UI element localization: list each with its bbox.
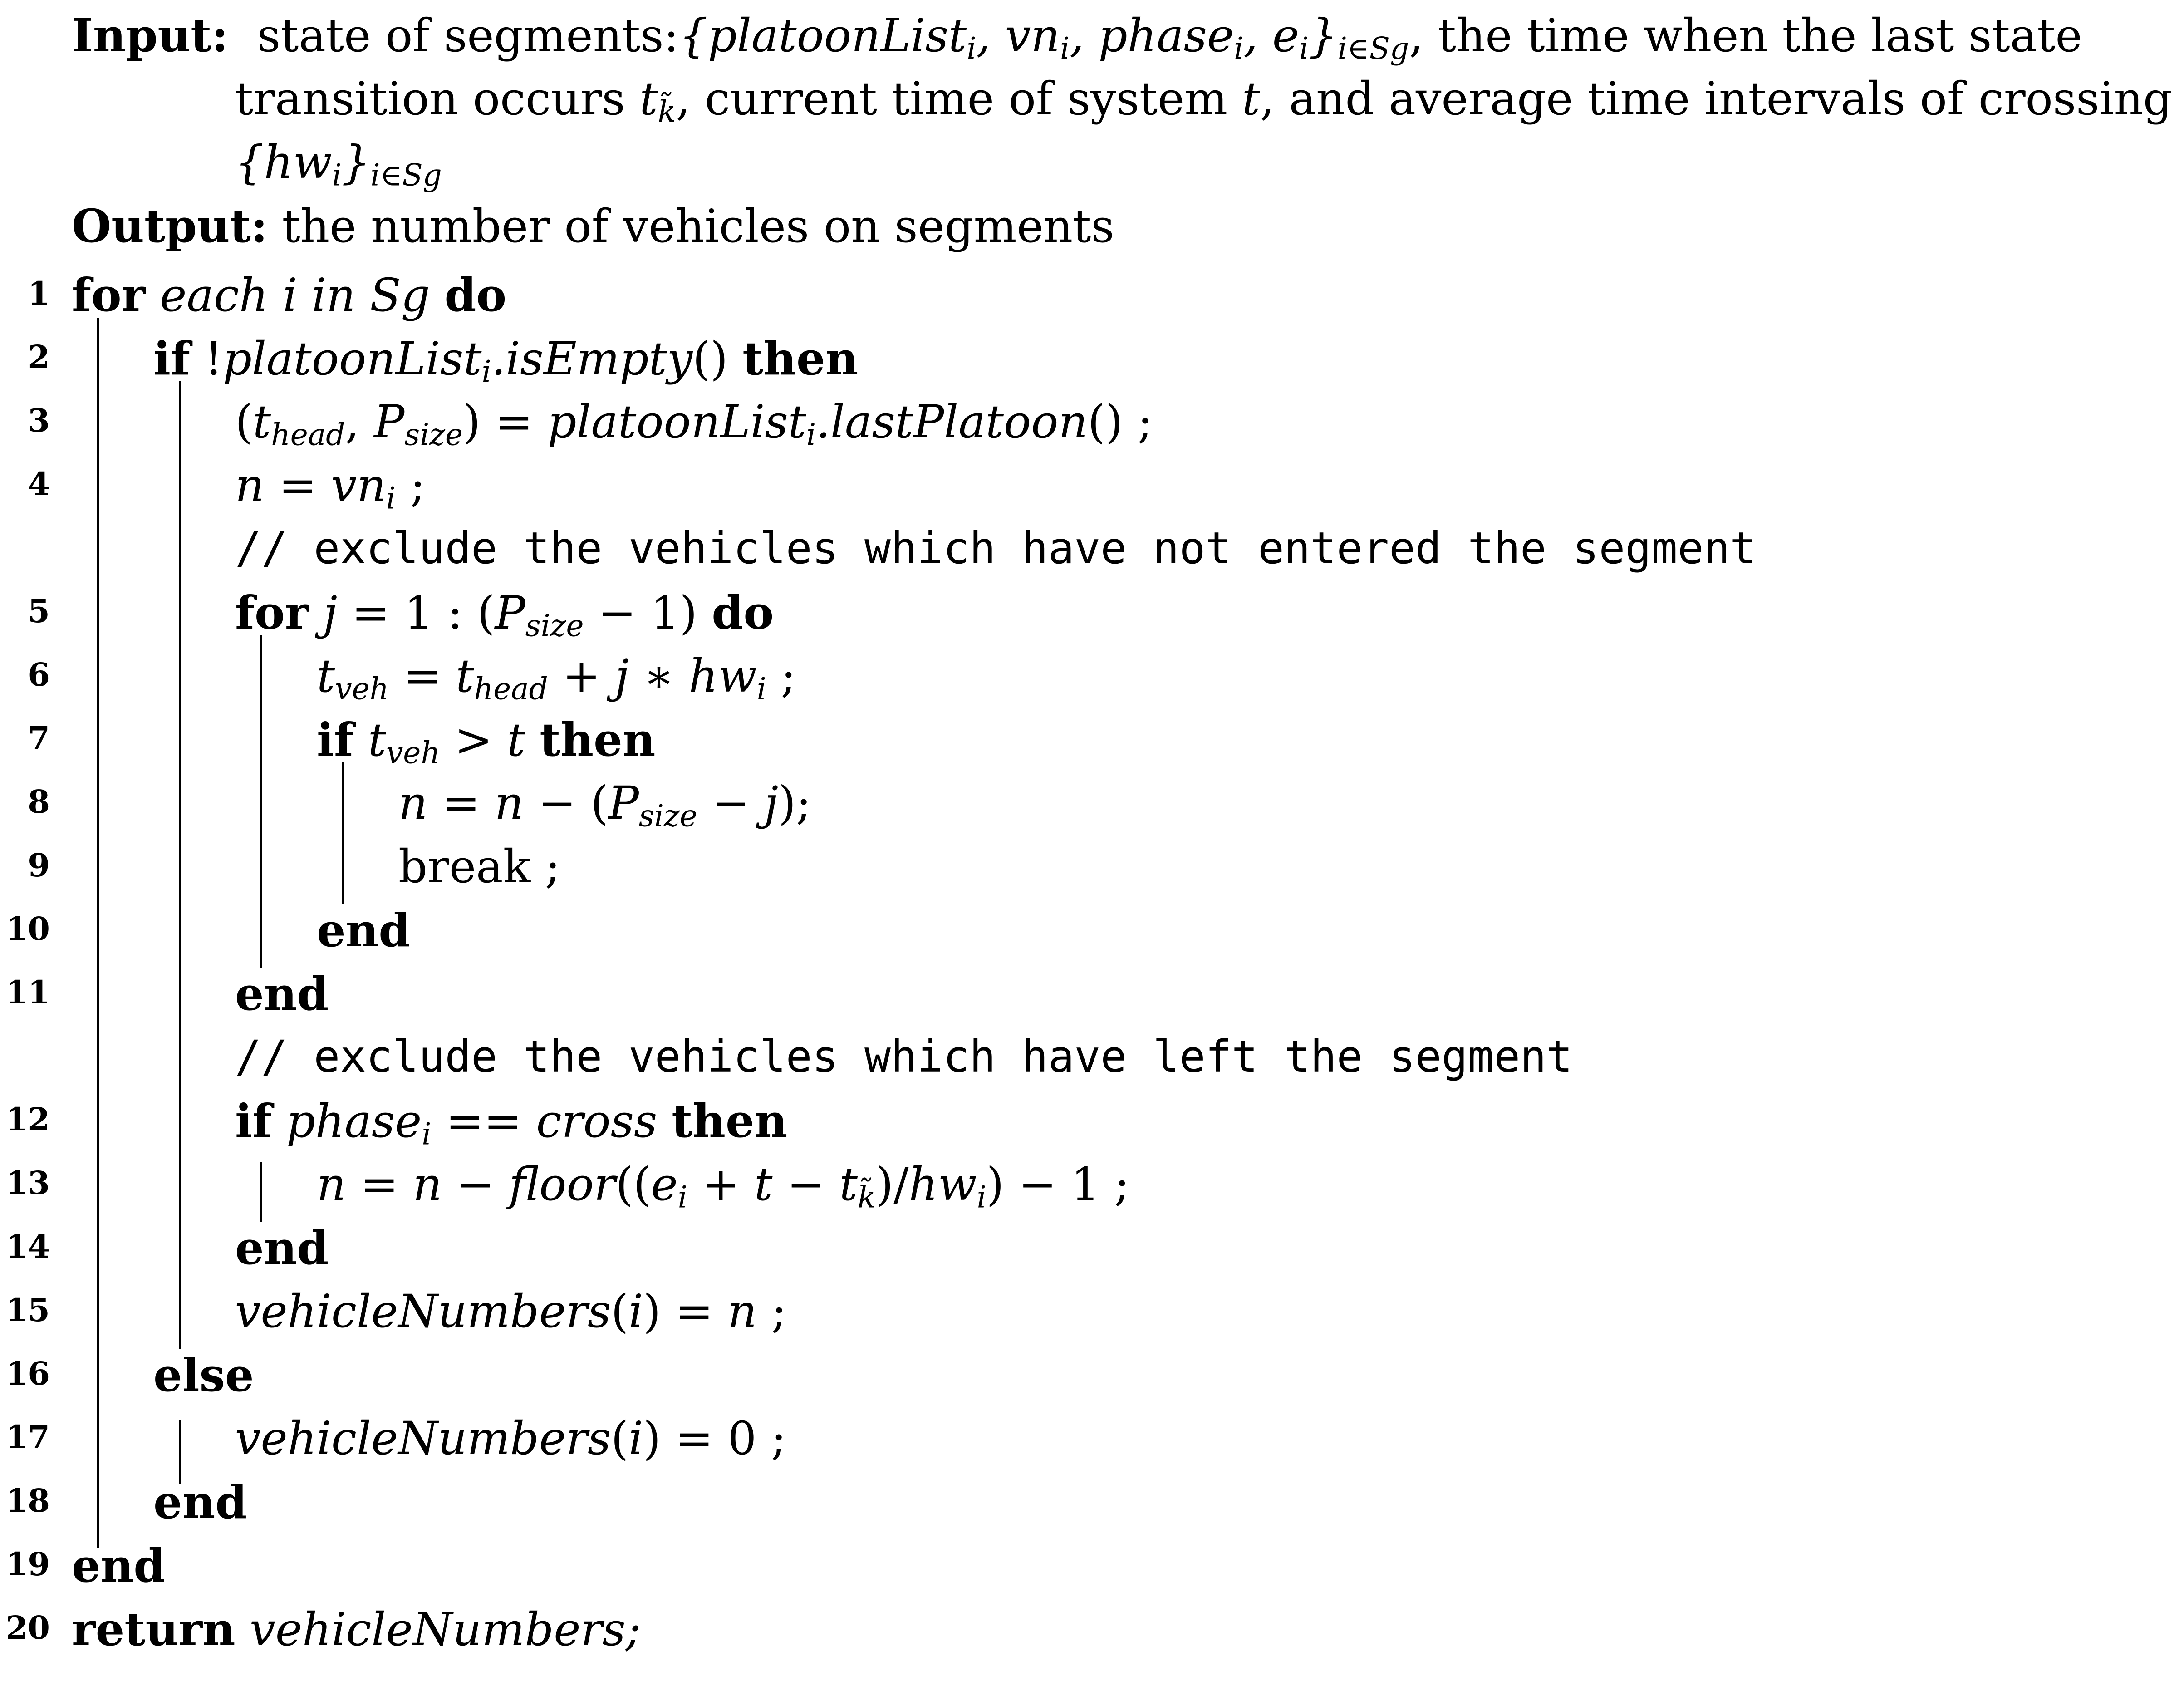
code-line-18: end <box>153 1475 247 1529</box>
input-text: state of segments:{platoonList$_i$, $vn_i$, phase$_i$, $e_i\}_{i\in Sg}$, the time when the last state <box>257 9 2082 66</box>
line-number: 3 <box>28 402 50 439</box>
line-number: 6 <box>28 656 50 693</box>
output-text: the number of vehicles on segments <box>282 200 1114 253</box>
line-number: 9 <box>28 846 50 884</box>
inner-for-block-bar <box>260 635 262 968</box>
output-label: Output: <box>72 199 268 253</box>
line-number: 11 <box>5 973 50 1011</box>
code-line-14: end <box>235 1221 329 1275</box>
for-block-bar <box>97 318 99 1548</box>
code-line-20: return vehicleNumbers; <box>72 1602 641 1656</box>
line-number: 20 <box>5 1609 50 1647</box>
input-line-1 <box>72 9 2082 66</box>
line-number: 16 <box>5 1355 50 1392</box>
output-line <box>72 199 1114 253</box>
line-number: 18 <box>5 1482 50 1519</box>
code-line-3: ($t_{head}$, $P_{size}$) = platoonList$_i$.lastPlatoon() ; <box>235 395 1153 452</box>
code-line-10: end <box>317 904 411 957</box>
code-line-7: if $t_{veh} > t$ then <box>317 713 656 771</box>
code-line-13: $n = n - floor((e_i + t - t_{k̃})/hw_i) - 1$ ; <box>317 1158 1130 1215</box>
line-number: 19 <box>5 1545 50 1583</box>
line-number: 1 <box>28 275 50 312</box>
line-number: 14 <box>5 1228 50 1265</box>
line-number: 15 <box>5 1291 50 1329</box>
code-line-8: $n = n - (P_{size} - j)$; <box>398 777 811 834</box>
comment-line-2: // exclude the vehicles which have left the segment <box>235 1031 1573 1082</box>
line-number: 17 <box>5 1418 50 1456</box>
code-line-12: if phase$_i$ == cross then <box>235 1094 788 1152</box>
line-number: 7 <box>28 719 50 757</box>
line-number: 5 <box>28 592 50 630</box>
line-number: 8 <box>28 783 50 821</box>
line-number: 12 <box>5 1101 50 1138</box>
code-line-4: $n = vn_i$ ; <box>235 459 426 516</box>
input-line-2: transition occurs $t_{k̃}$, current time of system t, and average time intervals of crossing <box>235 72 2172 129</box>
line-number: 4 <box>28 465 50 503</box>
code-line-2: if !platoonList$_i$.isEmpty() then <box>153 332 859 389</box>
inner-if-block-bar <box>342 762 344 904</box>
code-line-5: for j = 1 : $(P_{size} - 1)$ do <box>235 586 774 644</box>
code-line-1: for each i in Sg do <box>72 268 507 322</box>
code-line-16: else <box>153 1348 254 1402</box>
line-number: 10 <box>5 910 50 948</box>
input-line-3: $\{hw_i\}_{i\in Sg}$ <box>235 136 442 193</box>
line-number: 13 <box>5 1164 50 1202</box>
code-line-17: vehicleNumbers(i) = 0 ; <box>235 1412 786 1465</box>
input-label: Input: <box>72 9 229 62</box>
if-block-bar <box>179 381 181 1349</box>
code-line-15: vehicleNumbers(i) = n ; <box>235 1285 787 1338</box>
phase-if-block-bar <box>260 1162 262 1222</box>
code-line-19: end <box>72 1539 166 1593</box>
line-number: 2 <box>28 338 50 376</box>
else-block-bar <box>179 1420 181 1484</box>
code-line-11: end <box>235 967 329 1021</box>
comment-line-1: // exclude the vehicles which have not entered the segment <box>235 523 1757 574</box>
code-line-6: $t_{veh} = t_{head} + j$ ∗ $hw_i$ ; <box>317 649 796 707</box>
code-line-9: break ; <box>398 840 560 893</box>
